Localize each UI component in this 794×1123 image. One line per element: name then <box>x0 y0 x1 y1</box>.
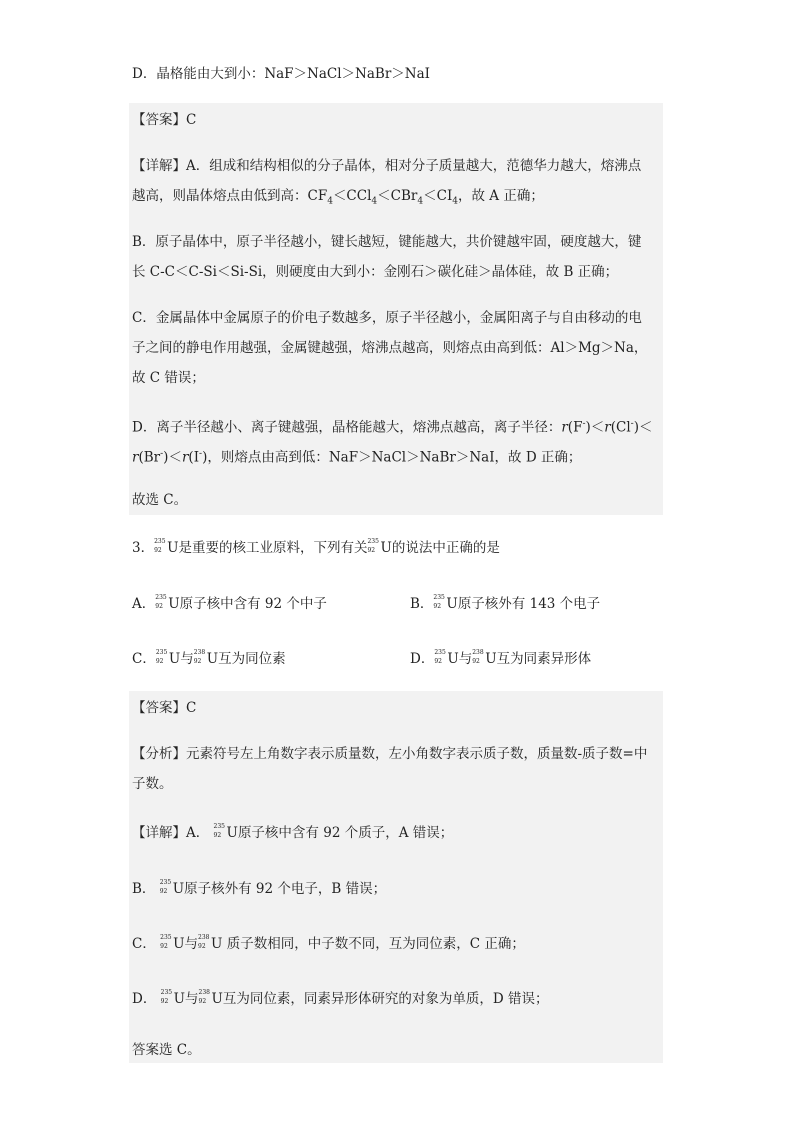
q2-detail-c-line3: 故 C 错误； <box>132 370 205 386</box>
q2-answer: 【答案】C <box>132 112 197 128</box>
q3-option-a: A． 235 92 U原子核中含有 92 个中子 <box>132 594 327 612</box>
q2-conclusion: 故选 C。 <box>132 492 188 508</box>
q3-option-d: D． 235 92 U与 238 92 U互为同素异形体 <box>410 649 592 667</box>
q2-detail-b-line2: 长 C-C＜C-Si＜Si-Si，则硬度由大到小：金刚石＞碳化硅＞晶体硅，故 B 正确； <box>132 264 619 280</box>
q2-detail-a-line1: 【详解】A．组成和结构相似的分子晶体，相对分子质量越大，范德华力越大，熔沸点 <box>132 158 642 174</box>
q3-answer: 【答案】C <box>132 700 197 716</box>
nuclide-u235: 235 92 <box>367 538 379 554</box>
q2-detail-c-line1: C．金属晶体中金属原子的价电子数越多，原子半径越小，金属阳离子与自由移动的电 <box>132 310 642 326</box>
q3-analysis-line2: 子数。 <box>132 776 173 792</box>
q2-detail-d-text: D．离子半径越小、离子键越强，晶格能越大，熔沸点越高，离子半径： <box>132 419 562 436</box>
q2-option-d: D．晶格能由大到小：NaF＞NaCl＞NaBr＞NaI <box>132 66 430 82</box>
q3-option-b: B． 235 92 U原子核外有 143 个电子 <box>410 594 601 612</box>
q2-detail-b-line1: B．原子晶体中，原子半径越小，键长越短，键能越大，共价键越牢固，硬度越大，键 <box>132 234 642 250</box>
q3-detail-a: 【详解】A． 235 92 U原子核中含有 92 个质子，A 错误； <box>132 823 454 841</box>
q2-detail-a-line2: 越高，则晶体熔点由低到高：$CF_4<CCl_4<CBr_4<CI_4$，故 A 正确； <box>132 188 544 207</box>
q2-detail-d-tail: ，则熔点由高到低：NaF＞NaCl＞NaBr＞NaI，故 D 正确； <box>207 449 582 466</box>
q3-detail-b: B． 235 92 U原子核外有 92 个电子，B 错误； <box>132 879 387 897</box>
q2-detail-c-line2: 子之间的静电作用越强，金属键越强，熔沸点越高，则熔点由高到低：Al＞Mg＞Na， <box>132 340 648 356</box>
q3-detail-d: D． 235 92 U与 238 92 U互为同位素，同素异形体研究的对象为单质，D 错误； <box>132 989 549 1007</box>
nuclide-u235: 235 92 <box>154 538 166 554</box>
q3-analysis-line1: 【分析】元素符号左上角数字表示质量数，左小角数字表示质子数，质量数-质子数=中 <box>132 746 648 762</box>
q3-option-c: C． 235 92 U与 238 92 U互为同位素 <box>132 649 286 667</box>
q2-detail-a-tail: ，故 A 正确； <box>458 188 544 204</box>
q3-conclusion: 答案选 C。 <box>132 1042 201 1058</box>
q3-detail-c: C． 235 92 U与 238 92 U 质子数相同，中子数不同，互为同位素，C 正确； <box>132 934 525 952</box>
q3-stem: 3． 235 92 U是重要的核工业原料，下列有关 235 92 U的说法中正确的是 <box>132 538 500 556</box>
q3-number: 3． <box>132 540 155 556</box>
q3-stem-text: 是重要的核工业原料，下列有关 <box>178 540 368 556</box>
q3-stem-tail: 的说法中正确的是 <box>391 540 500 556</box>
q2-detail-d-line2: r(Br-)＜r(I-)，则熔点由高到低：NaF＞NaCl＞NaBr＞NaI，故 D 正确； <box>132 449 582 466</box>
q2-detail-d-line1: D．离子半径越小、离子键越强，晶格能越大，熔沸点越高，离子半径：r(F-)＜r(Cl-)＜ <box>132 419 653 436</box>
q2-detail-a-text: 越高，则晶体熔点由低到高：CF <box>132 188 328 204</box>
